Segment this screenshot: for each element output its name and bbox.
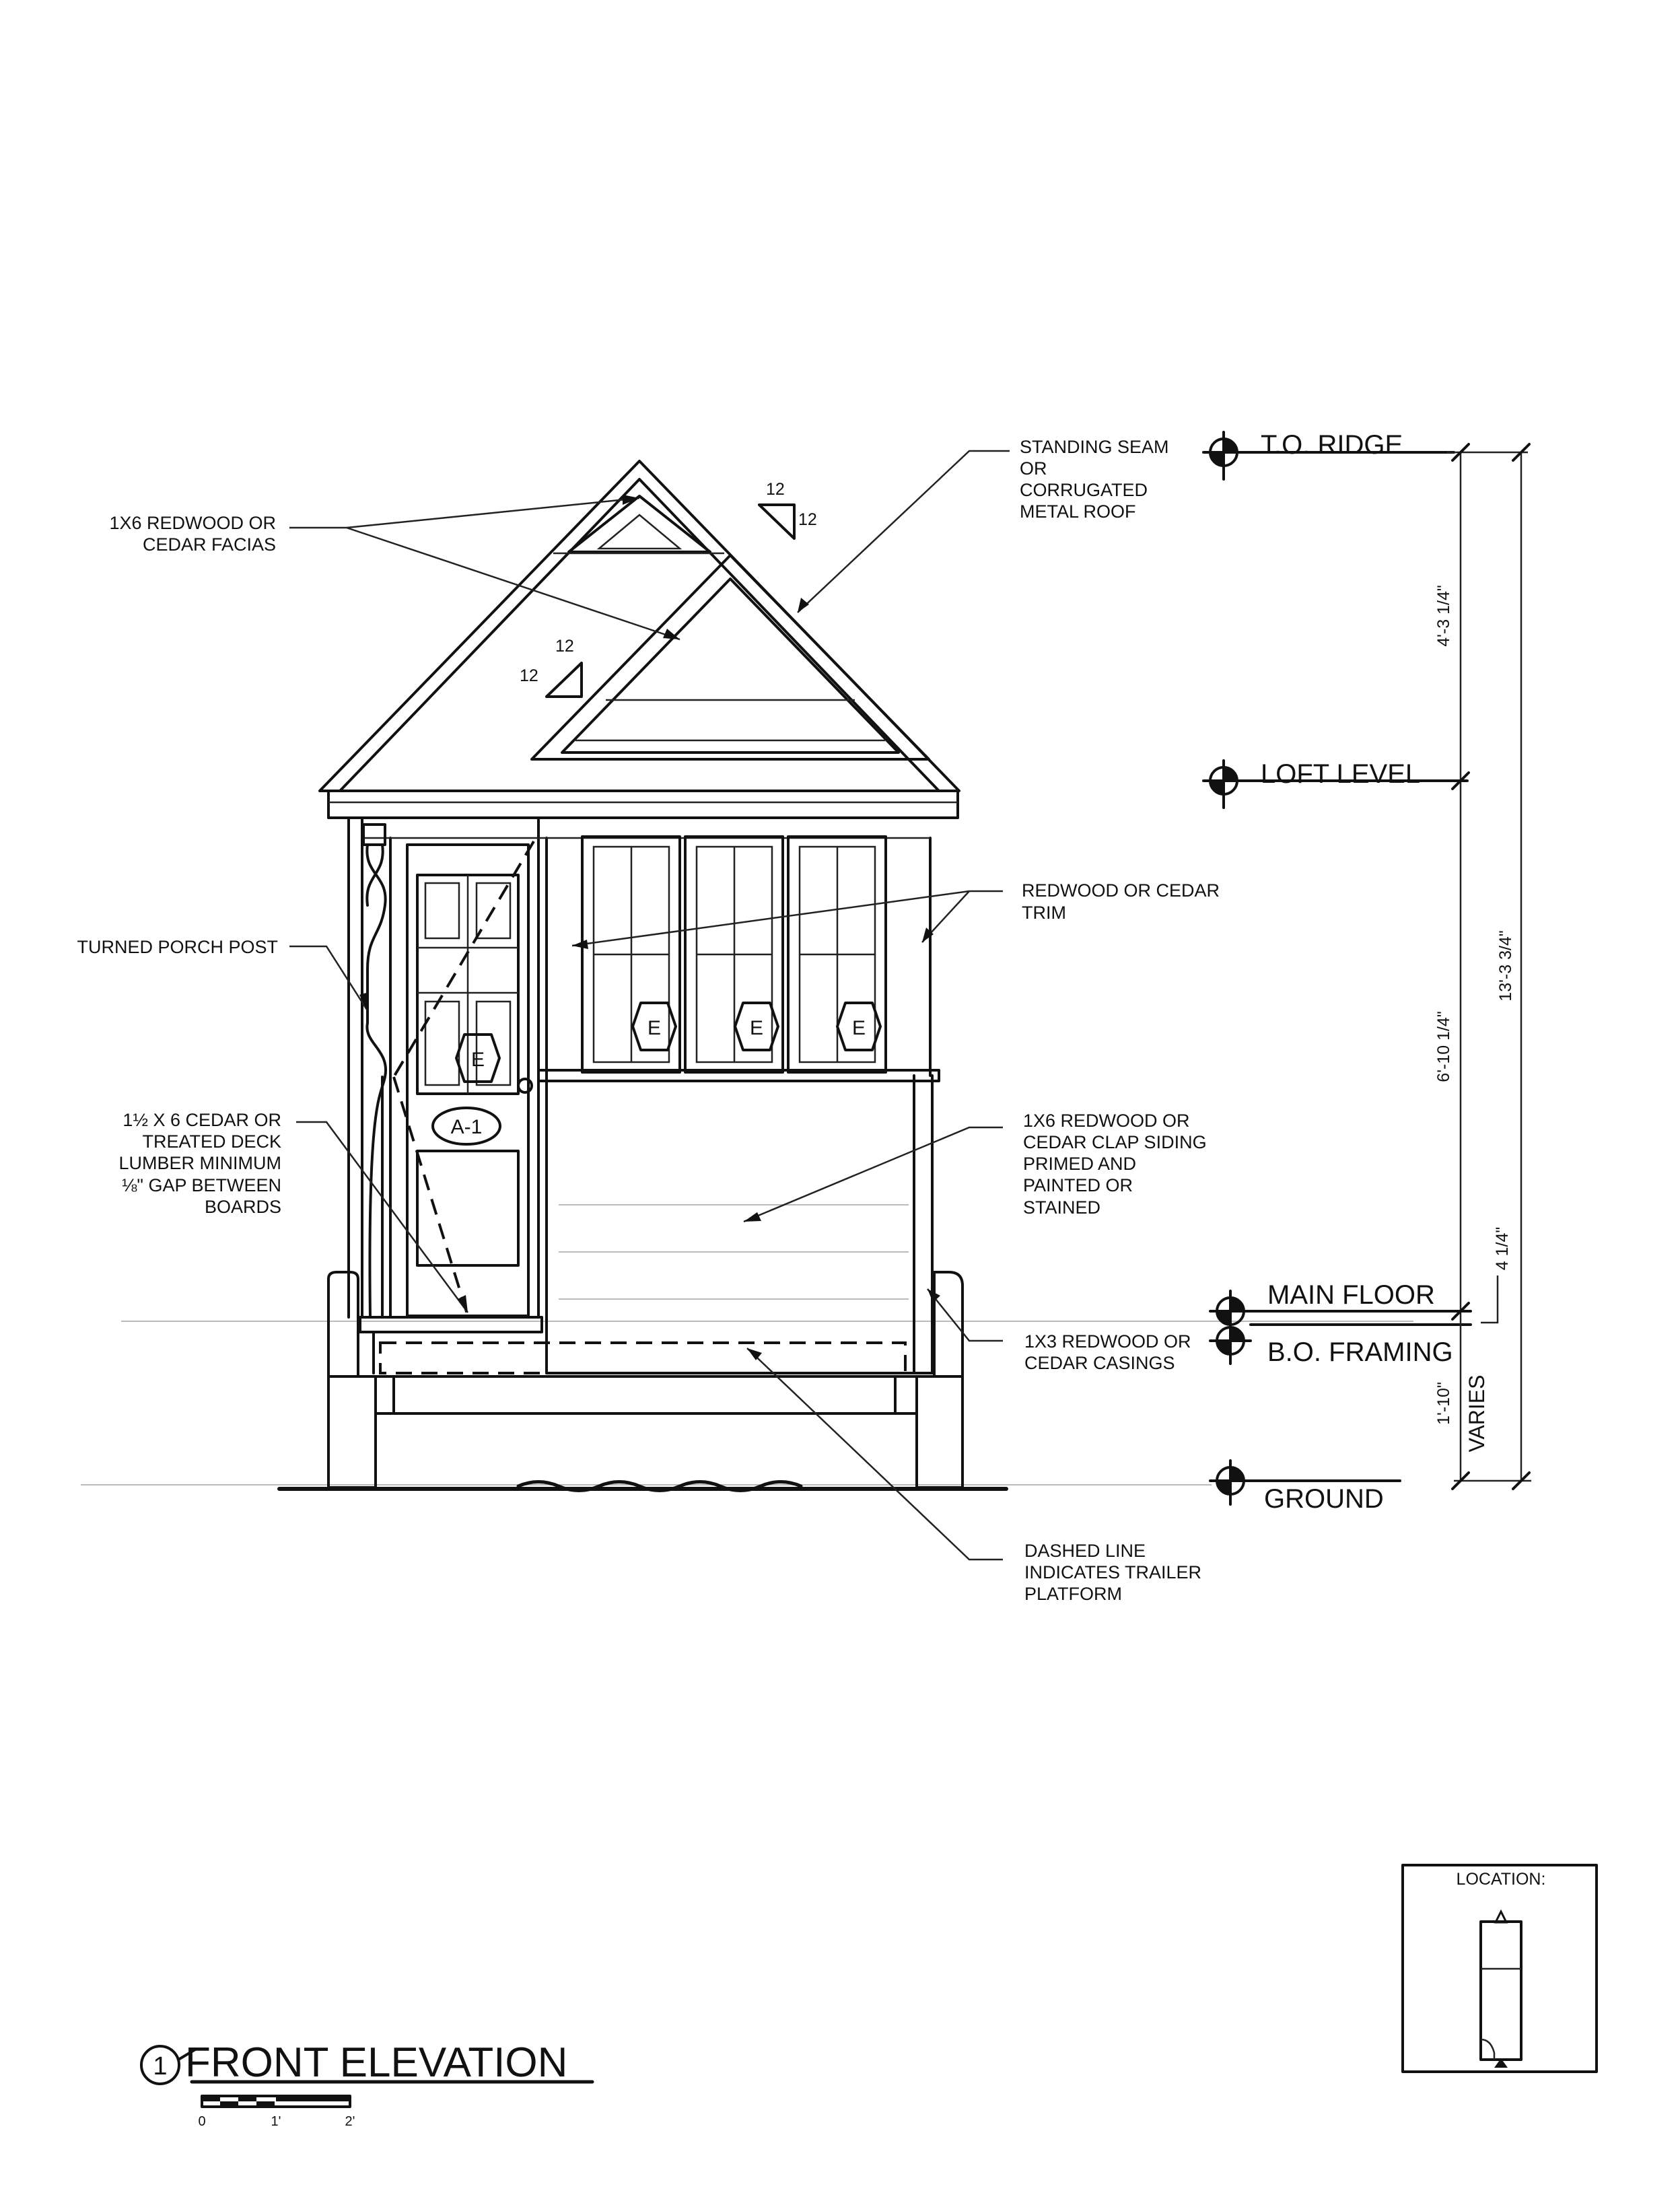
trim-line-2: TRIM [1022, 903, 1066, 923]
location-label: LOCATION: [1456, 1870, 1546, 1889]
porch-post [363, 825, 386, 1317]
dim-ridge-loft: 4'-3 1/4" [1434, 585, 1453, 647]
door-window-tag-text: E [470, 1049, 485, 1071]
graphic-scale-bar [198, 2096, 355, 2129]
callout-casings [1024, 1331, 1191, 1373]
roof-line-2: OR [1020, 458, 1047, 479]
deck-line-5: BOARDS [204, 1197, 281, 1217]
facias-line-2: CEDAR FACIAS [142, 534, 276, 555]
window-3 [788, 837, 886, 1072]
level-bo-framing [1210, 1325, 1471, 1367]
trailer-line-1: DASHED LINE [1024, 1541, 1146, 1561]
roof-line-1: STANDING SEAM [1020, 437, 1169, 457]
casings-line-1: 1X3 REDWOOD OR [1024, 1331, 1191, 1352]
siding-line-1: 1X6 REDWOOD OR [1023, 1111, 1190, 1131]
leader-arrowheads [359, 495, 940, 1360]
ground-line [279, 1482, 1006, 1491]
eave-fascia [328, 791, 958, 818]
drawing-title [141, 2039, 592, 2086]
siding-line-2: CEDAR CLAP SIDING [1023, 1132, 1207, 1152]
callout-deck [119, 1110, 282, 1217]
porch-deck [360, 1317, 932, 1373]
drawing-title-text: FRONT ELEVATION [185, 2039, 568, 2086]
window-2-tag: E [749, 1017, 764, 1039]
window-1 [582, 837, 680, 1072]
dim-overall: 13'-3 3/4" [1496, 930, 1515, 1002]
siding-line-5: STAINED [1023, 1197, 1101, 1218]
bo-framing-label: B.O. FRAMING [1267, 1337, 1453, 1367]
trailer-line-2: INDICATES TRAILER [1024, 1562, 1202, 1582]
porch-post-text: TURNED PORCH POST [77, 937, 278, 957]
callout-roof [1020, 437, 1169, 522]
scale-label-0: 0 [198, 2114, 206, 2129]
callout-facias [109, 513, 276, 555]
callout-trailer [1024, 1541, 1201, 1604]
location-key [1403, 1865, 1597, 2072]
dim-trailer-varies: VARIES [1465, 1374, 1489, 1453]
deck-line-3: LUMBER MINIMUM [118, 1153, 281, 1173]
deck-line-2: TREATED DECK [142, 1131, 281, 1152]
siding-line-3: PRIMED AND [1023, 1154, 1137, 1174]
trailer [328, 1272, 963, 1488]
deck-line-1: 1½ X 6 CEDAR OR [123, 1110, 281, 1130]
callout-porch-post [77, 937, 278, 957]
deck-line-4: ⅛" GAP BETWEEN [121, 1175, 281, 1195]
roof-line-3: CORRUGATED [1020, 480, 1148, 500]
loft-label: LOFT LEVEL [1261, 759, 1421, 789]
main-floor-label: MAIN FLOOR [1267, 1280, 1435, 1310]
callout-trim [1022, 880, 1220, 923]
level-loft [1203, 759, 1467, 808]
trailer-line-3: PLATFORM [1024, 1584, 1123, 1604]
drawing-number: 1 [153, 2052, 168, 2080]
pitch-rise-upper: 12 [766, 480, 785, 499]
pitch-rise-lower: 12 [555, 637, 574, 656]
dimension-text [1434, 585, 1515, 1452]
casings-line-2: CEDAR CASINGS [1024, 1353, 1175, 1373]
pitch-run-lower: 12 [520, 666, 538, 685]
trim-line-1: REDWOOD OR CEDAR [1022, 880, 1220, 901]
ridge-label: T.O. RIDGE [1261, 430, 1403, 460]
facias-line-1: 1X6 REDWOOD OR [109, 513, 276, 533]
ground-label: GROUND [1264, 1484, 1384, 1514]
door-tag [433, 1035, 500, 1144]
scale-label-1: 1' [271, 2114, 281, 2129]
door-tag-text: A-1 [450, 1116, 483, 1138]
reference-lines [81, 1321, 1413, 1485]
roof-line-4: METAL ROOF [1020, 501, 1136, 522]
callout-siding [1023, 1111, 1207, 1218]
house-walls [349, 818, 939, 1373]
dim-floor-framing: 4 1/4" [1493, 1226, 1512, 1271]
window-3-tag: E [851, 1017, 866, 1039]
level-ridge [1203, 430, 1454, 479]
window-group [582, 837, 886, 1072]
front-gable [532, 555, 929, 759]
dimension-lines [1447, 444, 1531, 1489]
level-ground [1210, 1461, 1400, 1514]
dim-loft-floor: 6'-10 1/4" [1434, 1011, 1453, 1082]
siding-line-4: PAINTED OR [1023, 1175, 1133, 1195]
pitch-run-upper: 12 [798, 510, 817, 529]
scale-label-2: 2' [345, 2114, 355, 2129]
leader-lines [289, 451, 1010, 1560]
window-1-tag: E [647, 1017, 662, 1039]
dim-framing-ground: 1'-10" [1434, 1382, 1453, 1425]
window-2 [685, 837, 783, 1072]
